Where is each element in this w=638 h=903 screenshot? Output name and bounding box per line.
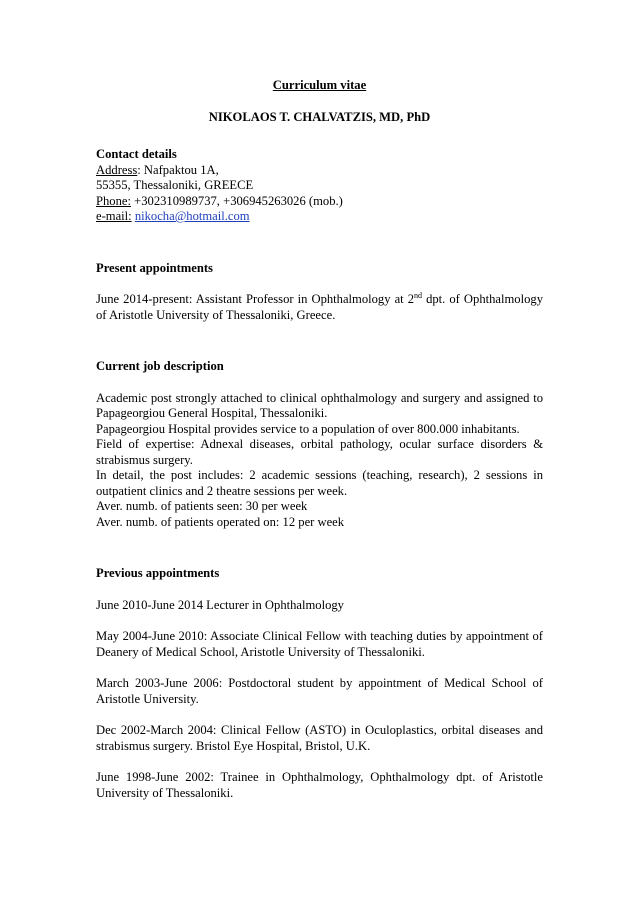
- previous-item-1: June 2010-June 2014 Lecturer in Ophthalmology: [96, 597, 344, 612]
- email-label: e-mail:: [96, 209, 132, 223]
- address-label: Address: [96, 162, 138, 177]
- job-line-3: Field of expertise: Adnexal diseases, orbital pathology, ocular surface disorders & strabismus surgery.: [96, 437, 543, 467]
- job-line-4: In detail, the post includes: 2 academic sessions (teaching, research), 2 sessions in outpatient clinics and 2 theatre sessions per week.: [96, 468, 543, 498]
- phone-value: +302310989737, +306945263026 (mob.): [130, 193, 343, 208]
- previous-item-5: June 1998-June 2002: Trainee in Ophthalmology, Ophthalmology dpt. of Aristotle University of Thessaloniki.: [96, 770, 543, 800]
- contact-heading: Contact details: [96, 147, 177, 161]
- job-line-6: Aver. numb. of patients operated on: 12 per week: [96, 514, 345, 529]
- address-line-1: [96, 163, 543, 179]
- email-line: [96, 209, 543, 225]
- present-sup: nd: [414, 290, 423, 300]
- phone-line: [96, 194, 543, 210]
- person-name: NIKOLAOS T. CHALVATZIS, MD, PhD: [208, 109, 431, 124]
- email-link[interactable]: nikocha@hotmail.com: [134, 209, 250, 223]
- job-line-1: Academic post strongly attached to clinical ophthalmology and surgery and assigned to Papageorgiou General Hospital, Thessaloniki.: [96, 390, 543, 420]
- present-text-after: dpt. of Ophthalmology of Aristotle University of Thessaloniki, Greece.: [96, 292, 543, 322]
- present-appointment-text: [96, 292, 543, 323]
- previous-item-2: May 2004-June 2010: Associate Clinical Fellow with teaching duties by appointment of Deanery of Medical School, Aristotle University of Thessaloniki.: [96, 629, 543, 659]
- previous-item-3: March 2003-June 2006: Postdoctoral student by appointment of Medical School of Aristotle University.: [96, 676, 543, 706]
- document-content: [96, 78, 543, 801]
- document-title: Curriculum vitae: [272, 78, 367, 92]
- previous-item-4: Dec 2002-March 2004: Clinical Fellow (ASTO) in Oculoplastics, orbital diseases and strabismus surgery. Bristol Eye Hospital, Bristol, U.K.: [96, 723, 543, 753]
- address-value: : Nafpaktou 1A,: [137, 162, 219, 177]
- current-job-heading: Current job description: [96, 359, 224, 373]
- previous-heading: Previous appointments: [96, 566, 220, 580]
- address-line-2: 55355, Thessaloniki, GREECE: [96, 178, 254, 192]
- present-text-before: June 2014-present: Assistant Professor in Ophthalmology at 2: [96, 292, 415, 306]
- present-heading: Present appointments: [96, 260, 213, 275]
- job-line-2: Papageorgiou Hospital provides service to a population of over 800.000 inhabitants.: [96, 421, 520, 436]
- job-line-5: Aver. numb. of patients seen: 30 per week: [96, 499, 308, 513]
- phone-label: Phone:: [96, 193, 131, 208]
